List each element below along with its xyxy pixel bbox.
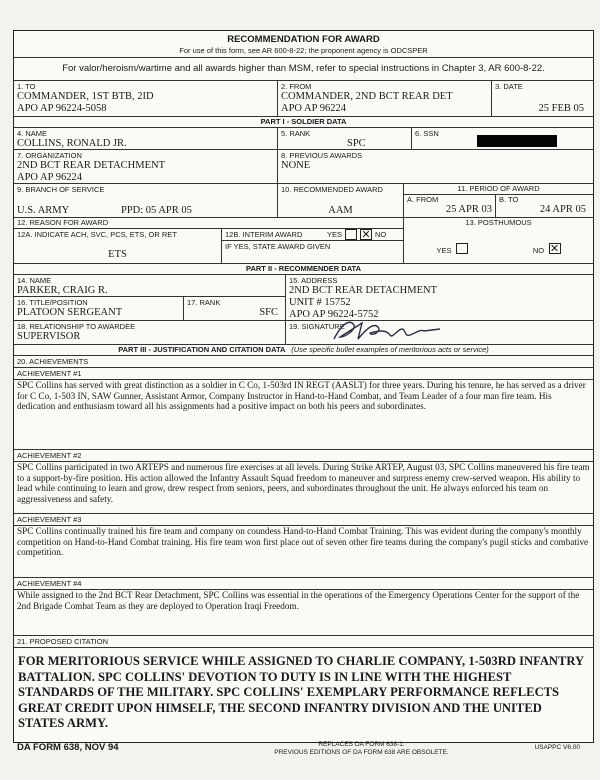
recommender-position-label: 16. TITLE/POSITION	[17, 298, 88, 307]
form-subtitle: For use of this form, see AR 600-8-22; the proponent agency is ODCSPER	[179, 46, 428, 55]
recommender-rank-field[interactable]	[184, 297, 285, 320]
replaces-line2: PREVIOUS EDITIONS OF DA FORM 638 ARE OBSOLETE.	[274, 749, 449, 756]
period-to-value: 24 APR 05	[539, 204, 586, 215]
reason-label: 12. REASON FOR AWARD	[14, 218, 403, 229]
period-to-label: B. TO	[499, 195, 519, 204]
citation-label: 21. PROPOSED CITATION	[14, 636, 593, 648]
posthumous-yes-checkbox[interactable]	[456, 243, 468, 254]
form-header	[14, 31, 593, 58]
achievement-4[interactable]	[14, 578, 593, 636]
recommender-address-line2: UNIT # 15752	[289, 297, 351, 308]
name-label: 4. NAME	[17, 129, 48, 138]
from-line1: COMMANDER, 2ND BCT REAR DET	[281, 91, 453, 102]
signature-field[interactable]	[286, 321, 593, 344]
recommender-rank-value: SFC	[259, 307, 278, 318]
recommender-rank-label: 17. RANK	[187, 298, 221, 307]
relationship-value: SUPERVISOR	[17, 331, 81, 342]
rank-value: SPC	[347, 138, 366, 149]
recommender-name-label: 14. NAME	[17, 276, 52, 285]
relationship-label: 18. RELATIONSHIP TO AWARDEE	[17, 322, 136, 331]
recommended-award-field[interactable]	[278, 184, 404, 217]
previous-awards-field[interactable]	[278, 150, 593, 183]
recommender-right	[286, 275, 593, 344]
replaces-note	[204, 741, 448, 757]
replaces-line1: REPLACES DA FORM 638-1.	[318, 741, 405, 748]
from-label: 2. FROM	[281, 82, 312, 91]
achievements-label: 20. ACHIEVEMENTS	[14, 356, 593, 368]
organization-field[interactable]	[14, 150, 278, 183]
signature-label: 19. SIGNATURE	[289, 322, 345, 331]
previous-awards-value: NONE	[281, 160, 311, 171]
period-from-field[interactable]	[404, 195, 496, 217]
branch-field[interactable]	[14, 184, 278, 217]
recommender-name-value: PARKER, CRAIG R.	[17, 285, 108, 296]
name-value: COLLINS, RONALD JR.	[17, 138, 127, 149]
recommender-position-value: PLATOON SERGEANT	[17, 307, 123, 318]
achievement-2-label: ACHIEVEMENT #2	[14, 450, 593, 462]
organization-line1: 2ND BCT REAR DETACHMENT	[17, 160, 166, 171]
posthumous-label: 13. POSTHUMOUS	[465, 218, 532, 227]
form-footer	[13, 741, 594, 757]
reason-section	[14, 218, 404, 263]
award-given-label: IF YES, STATE AWARD GIVEN	[225, 242, 331, 251]
part1-title: PART I - SOLDIER DATA	[14, 117, 593, 128]
signature-scrawl	[328, 317, 448, 343]
recommender-name-field[interactable]	[14, 275, 285, 297]
period-label: 11. PERIOD OF AWARD	[404, 184, 593, 195]
to-field[interactable]	[14, 81, 278, 116]
rank-field[interactable]	[278, 128, 412, 149]
part3-title-note: (Use specific bullet examples of meritorious acts or service)	[291, 345, 489, 354]
achievement-3-text: SPC Collins continually trained his fire team and company on coundess Hand-to-Hand Combat Training. This was evident during the company's monthly competition on Hand-to-Hand Combat training. His fire team won first place out of seven other fire teams during the company's pugil sticks and combative competition.	[17, 526, 589, 558]
date-field[interactable]	[492, 81, 593, 116]
ach-type-value: ETS	[108, 249, 127, 260]
achievement-1-label: ACHIEVEMENT #1	[14, 368, 593, 380]
ach-type-label: 12A. INDICATE ACH, SVC, PCS, ETS, OR RET	[17, 230, 177, 239]
branch-value: U.S. ARMY	[17, 205, 70, 216]
interim-award-section	[222, 229, 403, 263]
recommender-address-field[interactable]	[286, 275, 593, 321]
from-line2: APO AP 96224	[281, 103, 346, 114]
ssn-field[interactable]	[412, 128, 593, 149]
to-line2: APO AP 96224-5058	[17, 103, 107, 114]
recommender-address-label: 15. ADDRESS	[289, 276, 338, 285]
part3-title-text: PART III - JUSTIFICATION AND CITATION DATA	[118, 345, 286, 354]
date-label: 3. DATE	[495, 82, 523, 91]
achievement-2[interactable]	[14, 450, 593, 514]
achievement-1-text: SPC Collins has served with great distinction as a soldier in C Co, 1-503rd IN REGT (AASLT) for three years. During his tenure, he has served as a driver for C Co, 1-503 IN, SAW Gunner, Assistant Armor, Company Instructor in Hand-to-Hand Combat, and Team Leader of a four man fire team. His dedication and enthusiasm toward all his assignments had a positive impact on both his peers and subordinates.	[17, 380, 586, 412]
to-line1: COMMANDER, 1ST BTB, 2ID	[17, 91, 154, 102]
posthumous-yes-label: YES	[436, 245, 452, 255]
achievement-4-label: ACHIEVEMENT #4	[14, 578, 593, 590]
proposed-citation[interactable]	[14, 636, 593, 742]
recommended-award-value: AAM	[328, 205, 353, 216]
posthumous-section	[404, 218, 593, 263]
branch-label: 9. BRANCH OF SERVICE	[17, 185, 105, 194]
form-version: USAPPC V6.00	[534, 744, 580, 751]
award-form	[13, 30, 594, 743]
citation-text: FOR MERITORIOUS SERVICE WHILE ASSIGNED TO CHARLIE COMPANY, 1-503RD INFANTRY BATTALION. SPC COLLINS' DEVOTION TO DUTY IS IN LINE WITH THE HIGHEST STANDARDS OF THE MILITARY. SPC COLLINS' EXEMPLARY PERFORMANCE REFLECTS GREAT CREDIT UPON HIMSELF, THE SECOND INFANTRY DIVISION AND THE UNITED STATES ARMY.	[18, 654, 584, 730]
form-notice: For valor/heroism/wartime and all awards higher than MSM, refer to special instructions in Chapter 3, AR 600-8-22.	[14, 58, 593, 81]
rank-label: 5. RANK	[281, 129, 311, 138]
posthumous-no-checkbox[interactable]: ✕	[549, 241, 560, 255]
from-field[interactable]	[278, 81, 492, 116]
part3-title	[14, 345, 593, 356]
posthumous-no-label: NO	[532, 245, 545, 255]
period-of-award-field	[404, 184, 593, 217]
date-value: 25 FEB 05	[538, 103, 584, 114]
period-from-value: 25 APR 03	[445, 204, 492, 215]
part2-title: PART II - RECOMMENDER DATA	[14, 264, 593, 275]
recommender-position-field[interactable]	[14, 297, 184, 320]
ppd-value: PPD: 05 APR 05	[121, 205, 192, 216]
period-from-label: A. FROM	[407, 195, 439, 204]
achievement-4-text: While assigned to the 2nd BCT Rear Detachment, SPC Collins was essential in the operations of the Emergency Operations Center for the support of the 2nd Brigade Combat Team as they are deployed to Operation Iraqi Freedom.	[17, 590, 580, 611]
to-label: 1. TO	[17, 82, 36, 91]
interim-yes-label: YES	[327, 230, 343, 239]
form-id: DA FORM 638, NOV 94	[17, 742, 119, 753]
organization-label: 7. ORGANIZATION	[17, 151, 82, 160]
achievement-2-text: SPC Collins participated in two ARTEPS and numerous fire exercises at all levels. During Strike ARTEP, August 03, SPC Collins maneuvered his fire team to a support-by-fire position. His action allowed the Infantry Assault Squad freedom to maneuver and surpress enemy crew-served weapon. His ability to lead while continuing to learn and grow, drew respect from seniors, peers, and subordinates throughout the unit. He always enforced his team on aggressiveness and safety.	[17, 462, 590, 504]
period-to-field[interactable]	[496, 195, 593, 217]
relationship-field[interactable]	[14, 321, 285, 344]
ssn-redaction	[477, 135, 557, 147]
interim-yes-checkbox[interactable]	[345, 229, 357, 240]
achievement-1[interactable]	[14, 368, 593, 450]
recommender-address-line3: APO AP 96224-5752	[289, 309, 379, 320]
recommended-award-label: 10. RECOMMENDED AWARD	[281, 185, 383, 194]
organization-line2: APO AP 96224	[17, 172, 82, 183]
form-title: RECOMMENDATION FOR AWARD	[227, 34, 380, 45]
achievement-3[interactable]	[14, 514, 593, 578]
interim-no-label: NO	[375, 230, 387, 239]
achievement-3-label: ACHIEVEMENT #3	[14, 514, 593, 526]
ach-type-field[interactable]	[14, 229, 222, 263]
recommender-left	[14, 275, 286, 344]
ssn-label: 6. SSN	[415, 129, 439, 138]
recommender-address-line1: 2ND BCT REAR DETACHMENT	[289, 285, 438, 296]
interim-no-checkbox[interactable]: ✕	[361, 228, 371, 241]
name-field[interactable]	[14, 128, 278, 149]
previous-awards-label: 8. PREVIOUS AWARDS	[281, 151, 363, 160]
interim-award-label: 12B. INTERIM AWARD	[225, 230, 303, 239]
